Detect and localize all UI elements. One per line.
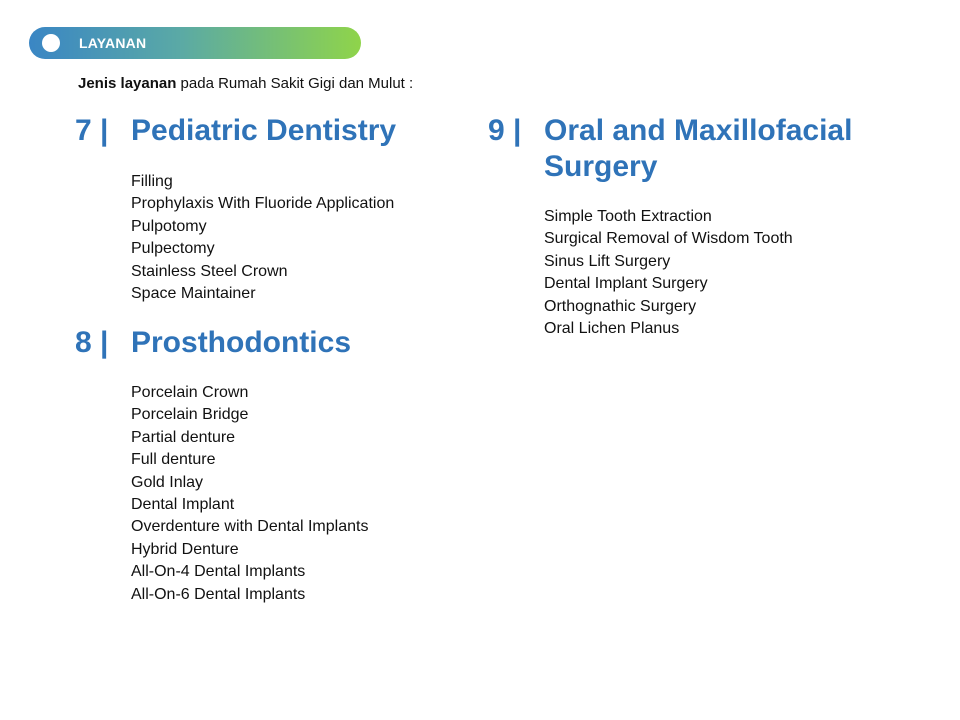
list-item: Space Maintainer [131,285,256,303]
section-title: Prosthodontics [131,326,352,359]
section-number: 7 | [75,114,109,147]
list-item: All-On-6 Dental Implants [131,585,306,603]
section-number: 8 | [75,326,109,359]
list-item: Porcelain Bridge [131,406,249,424]
section-pediatric-dentistry [75,113,475,305]
list-item: Orthognathic Surgery [544,297,697,315]
list-item: Gold Inlay [131,473,204,491]
list-item: Filling [131,173,173,190]
list-item: Pulpectomy [131,240,215,258]
section-heading [75,113,475,149]
section-title: Oral and Maxillofacial Surgery [544,114,853,183]
section-number: 9 | [488,114,522,147]
section-oral-maxillofacial-surgery [488,113,918,340]
list-item: Full denture [131,451,216,469]
intro-bold: Jenis layanan [78,75,177,92]
intro-text [78,74,413,94]
section-tag-pill [29,27,361,59]
list-item: Prophylaxis With Fluoride Application [131,195,395,213]
list-item: Porcelain Crown [131,384,249,401]
list-item: Overdenture with Dental Implants [131,518,369,536]
list-item: Dental Implant Surgery [544,275,708,293]
list-item: Pulpotomy [131,217,207,235]
service-list [131,382,475,606]
section-tag-label: LAYANAN [79,35,147,51]
list-item: All-On-4 Dental Implants [131,563,306,581]
list-item: Stainless Steel Crown [131,262,288,280]
list-item: Surgical Removal of Wisdom Tooth [544,230,793,248]
intro-rest: pada Rumah Sakit Gigi dan Mulut : [176,75,414,92]
list-item: Simple Tooth Extraction [544,208,712,225]
service-list [131,171,475,305]
section-prosthodontics [75,325,475,606]
list-item: Hybrid Denture [131,540,239,558]
list-item: Sinus Lift Surgery [544,252,671,270]
section-heading [75,325,475,361]
circle-dot-icon [42,34,60,52]
section-title: Pediatric Dentistry [131,114,397,147]
list-item: Dental Implant [131,496,235,514]
service-list [544,206,918,340]
list-item: Oral Lichen Planus [544,320,680,338]
list-item: Partial denture [131,428,236,446]
section-heading [488,113,918,185]
